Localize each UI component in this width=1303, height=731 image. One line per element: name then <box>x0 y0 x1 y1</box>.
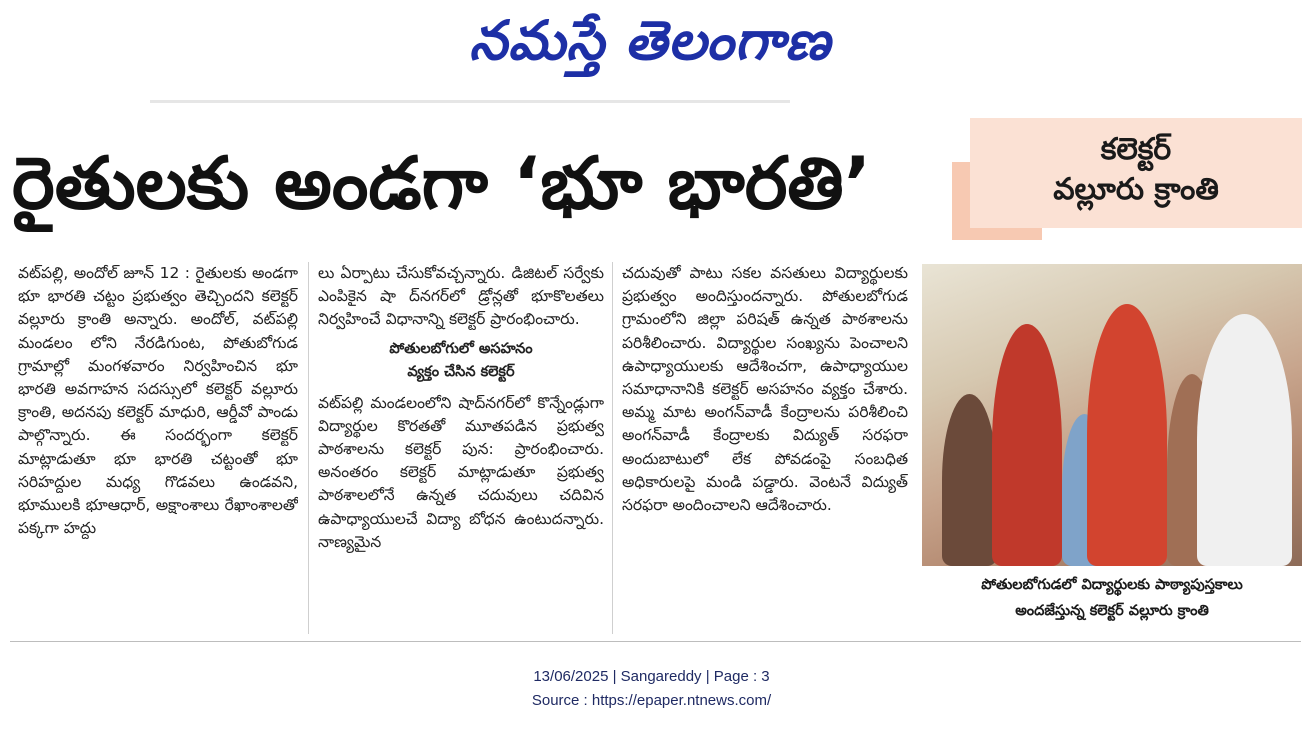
collector-title: కలెక్టర్ <box>1100 132 1172 167</box>
sub-heading-line-2: వ్యక్తం చేసిన కలెక్టర్ <box>407 363 515 380</box>
headline: రైతులకు అండగా ‘భూ భారతి’ <box>12 141 872 225</box>
photo-caption <box>922 572 1302 628</box>
photo-figure <box>942 394 997 566</box>
collector-box <box>970 118 1302 228</box>
footer-meta: 13/06/2025 | Sangareddy | Page : 3 <box>533 668 770 685</box>
photo-figure <box>992 324 1062 566</box>
column-divider <box>308 262 309 634</box>
collector-name: వల్లూరు క్రాంతి <box>1053 172 1219 207</box>
article-column-2 <box>318 262 604 634</box>
masthead-divider <box>150 100 790 103</box>
article-column-3 <box>622 262 908 634</box>
sub-heading <box>318 338 604 384</box>
photo-figure <box>1087 304 1167 566</box>
column-1-text: వట్‌పల్లి, అందోల్ జూన్ 12 : రైతులకు అండగా భూ భారతి చట్టం ప్రభుత్వం తెచ్చిందని కలెక్టర్ వల్లూరు క్రాంతి అన్నారు. అందోల్, వట్‌పల్లి మండలం లోని నేరడిగుంట, పోతుబోగుడ గ్రామాల్లో మంగళవారం నిర్వహించిన భూ భారతి అవగాహన సదస్సులో కలెక్టర్ వల్లూరు క్రాంతి, అదనపు కలెక్టర్ మాధురి, ఆర్డీవో పాండు పాల్గొన్నారు. ఈ సందర్భంగా కలెక్టర్ మాట్లాడుతూ భూ భారతి చట్టంతో భూ సరిహద్దుల మధ్య గొడవలు ఉండవని, భూములకి భూఆధార్, అక్షాంశాలు రేఖాంశాలతో పక్కగా హద్దు <box>18 264 298 538</box>
sub-heading-line-1: పోతులబోగులో అసహనం <box>389 340 533 357</box>
column-divider <box>612 262 613 634</box>
photo-figure <box>1197 314 1292 566</box>
news-photo <box>922 264 1302 566</box>
column-2-text-bottom: వట్‌పల్లి మండలంలోని షాద్‌నగర్‌లో కొన్నేండ్లుగా విద్యార్థుల కొరతతో మూతపడిన ప్రభుత్వ పాఠశాలను కలెక్టర్ పున: ప్రారంభించారు. అనంతరం కలెక్టర్ మాట్లాడుతూ ప్రభుత్వ పాఠశాలలోనే ఉన్నత చదువులు చదివిన ఉపాధ్యాయులచే విద్యా బోధన ఉంటుదన్నారు. నాణ్యమైన <box>318 393 604 551</box>
photo-caption-line-2: అందజేస్తున్న కలెక్టర్ వల్లూరు క్రాంతి <box>1015 603 1209 619</box>
masthead-logo: నమస్తే తెలంగాణ <box>469 8 831 72</box>
column-2-text-top: లు ఏర్పాటు చేసుకోవచ్చన్నారు. డిజిటల్ సర్వేకు ఎంపికైన షా ద్‌నగర్‌లో డ్రోన్లతో భూకొలతలు నిర్వహించే విధానాన్ని కలెక్టర్ ప్రారంభించారు. <box>318 264 604 329</box>
column-3-text: చదువుతో పాటు సకల వసతులు విద్యార్థులకు ప్రభుత్వం అందిస్తుందన్నారు. పోతులబోగుడ గ్రామంలోని జిల్లా పరిషత్ ఉన్నత పాఠశాలను పరిశీలించారు. విద్యార్థుల సంఖ్యను పెంచాలని ఉపాధ్యాయులకు ఆదేశించగా, ఉపాధ్యాయుల సమాధానానికి కలెక్టర్ అసహనం వ్యక్తం చేశారు. అమ్మ మాట అంగన్‌వాడీ కేంద్రాలను పరిశీలించి అంగన్‌వాడీ కేంద్రాలకు విద్యుత్ సరఫరా అందుబాటులో లేక పోవడంపై సంబధిత అధికారులపై మండి పడ్డారు. వెంటనే విద్యుత్ సరఫరా అందించాలని ఆదేశించారు. <box>622 264 908 515</box>
footer-divider <box>10 641 1301 642</box>
footer-source-link[interactable]: Source : https://epaper.ntnews.com/ <box>531 692 772 709</box>
photo-caption-line-1: పోతులబోగుడలో విద్యార్థులకు పాఠ్యాపుస్తకాలు <box>981 577 1243 593</box>
article-column-1 <box>18 262 298 634</box>
